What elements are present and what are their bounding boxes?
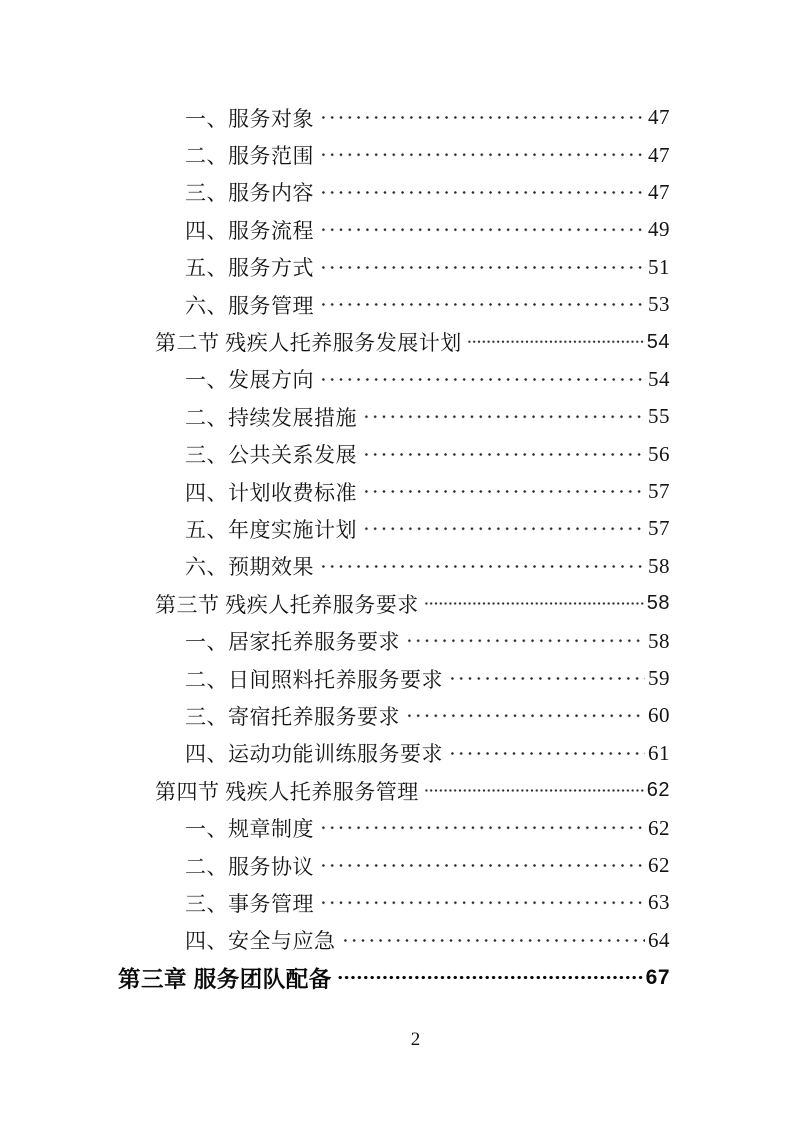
- toc-entry: [118, 622, 670, 659]
- toc-entry: [118, 735, 670, 772]
- toc-entry-page: 51: [648, 254, 670, 279]
- toc-entry-page: 58: [648, 553, 670, 578]
- toc-entry-page: 62: [648, 815, 670, 840]
- dot-leader: [319, 174, 645, 211]
- toc-entry-label: 五、服务方式: [185, 256, 314, 281]
- toc-entry-label: 第三节 残疾人托养服务要求: [155, 592, 419, 617]
- dot-leader: [319, 361, 645, 398]
- toc-entry-page: 62: [646, 779, 670, 802]
- toc-entry-page: 57: [648, 479, 670, 504]
- toc-entry-label: 一、规章制度: [185, 817, 314, 842]
- dot-leader: [362, 398, 645, 435]
- dot-leader: [424, 772, 645, 809]
- toc-entry-label: 四、计划收费标准: [185, 480, 357, 505]
- dot-leader: [319, 136, 645, 173]
- toc-entry: [118, 436, 670, 473]
- toc-entry: [118, 809, 670, 846]
- toc-entry-label: 四、安全与应急: [185, 929, 336, 954]
- toc-entry-page: 47: [648, 105, 670, 130]
- toc-entry-page: 61: [648, 740, 670, 765]
- toc-entry: [118, 510, 670, 547]
- toc-entry: [118, 361, 670, 398]
- dot-leader: [467, 323, 645, 360]
- dot-leader: [319, 286, 645, 323]
- toc-entry: [118, 660, 670, 697]
- dot-leader: [319, 99, 645, 136]
- dot-leader: [319, 211, 645, 248]
- toc-entry-label: 第四节 残疾人托养服务管理: [155, 779, 419, 804]
- toc-entry-label: 二、服务协议: [185, 854, 314, 879]
- dot-leader: [448, 660, 645, 697]
- toc-entry: [118, 323, 670, 360]
- dot-leader: [341, 922, 646, 959]
- toc-entry-label: 六、预期效果: [185, 555, 314, 580]
- toc-entry-page: 58: [646, 592, 670, 615]
- page-footer: [0, 1029, 793, 1051]
- page-number: 2: [410, 1029, 421, 1050]
- toc-entry: [118, 922, 670, 959]
- toc-entry: [118, 473, 670, 510]
- table-of-contents: [118, 99, 670, 996]
- dot-leader: [448, 735, 645, 772]
- toc-entry: [118, 99, 670, 136]
- toc-entry-label: 五、年度实施计划: [185, 517, 357, 542]
- toc-entry-page: 49: [648, 217, 670, 242]
- toc-entry: [118, 398, 670, 435]
- toc-entry: [118, 959, 670, 996]
- toc-entry: [118, 772, 670, 809]
- toc-entry: [118, 211, 670, 248]
- toc-entry: [118, 136, 670, 173]
- toc-entry-page: 55: [648, 404, 670, 429]
- dot-leader: [319, 548, 645, 585]
- toc-entry-page: 64: [648, 927, 670, 952]
- toc-entry-page: 58: [648, 628, 670, 653]
- toc-entry: [118, 286, 670, 323]
- toc-entry-label: 一、服务对象: [185, 106, 314, 131]
- toc-entry-page: 56: [648, 441, 670, 466]
- toc-entry: [118, 847, 670, 884]
- toc-entry-label: 二、持续发展措施: [185, 405, 357, 430]
- toc-entry-label: 一、居家托养服务要求: [185, 630, 400, 655]
- dot-leader: [319, 809, 645, 846]
- toc-entry-label: 四、运动功能训练服务要求: [185, 742, 443, 767]
- dot-leader: [319, 884, 645, 921]
- dot-leader: [424, 585, 645, 622]
- toc-entry-label: 三、公共关系发展: [185, 443, 357, 468]
- toc-entry-page: 63: [648, 890, 670, 915]
- dot-leader: [319, 249, 645, 286]
- toc-entry-label: 三、服务内容: [185, 181, 314, 206]
- dot-leader: [319, 847, 645, 884]
- toc-entry-label: 三、寄宿托养服务要求: [185, 704, 400, 729]
- toc-entry-label: 二、服务范围: [185, 144, 314, 169]
- toc-entry-label: 三、事务管理: [185, 891, 314, 916]
- toc-entry: [118, 697, 670, 734]
- dot-leader: [337, 959, 643, 996]
- dot-leader: [362, 436, 645, 473]
- toc-entry-page: 60: [648, 703, 670, 728]
- dot-leader: [405, 697, 645, 734]
- dot-leader: [362, 473, 645, 510]
- toc-entry: [118, 884, 670, 921]
- toc-entry-page: 59: [648, 666, 670, 691]
- toc-entry-page: 47: [648, 179, 670, 204]
- toc-entry-label: 第二节 残疾人托养服务发展计划: [155, 331, 462, 356]
- toc-entry: [118, 585, 670, 622]
- toc-entry-page: 62: [648, 853, 670, 877]
- toc-entry-page: 54: [648, 366, 670, 391]
- dot-leader: [362, 510, 645, 547]
- toc-entry-label: 二、日间照料托养服务要求: [185, 667, 443, 692]
- toc-entry-label: 六、服务管理: [185, 293, 314, 318]
- toc-entry-label: 四、服务流程: [185, 218, 314, 243]
- toc-entry: [118, 249, 670, 286]
- toc-entry-page: 57: [648, 516, 670, 541]
- toc-entry-page: 47: [648, 142, 670, 167]
- toc-entry: [118, 548, 670, 585]
- toc-entry-label: 一、发展方向: [185, 368, 314, 393]
- dot-leader: [405, 622, 645, 659]
- toc-entry-page: 54: [646, 330, 670, 353]
- toc-entry-label: 第三章 服务团队配备: [118, 966, 332, 992]
- toc-entry-page: 67: [645, 965, 670, 989]
- toc-entry: [118, 174, 670, 211]
- toc-entry-page: 53: [648, 292, 670, 317]
